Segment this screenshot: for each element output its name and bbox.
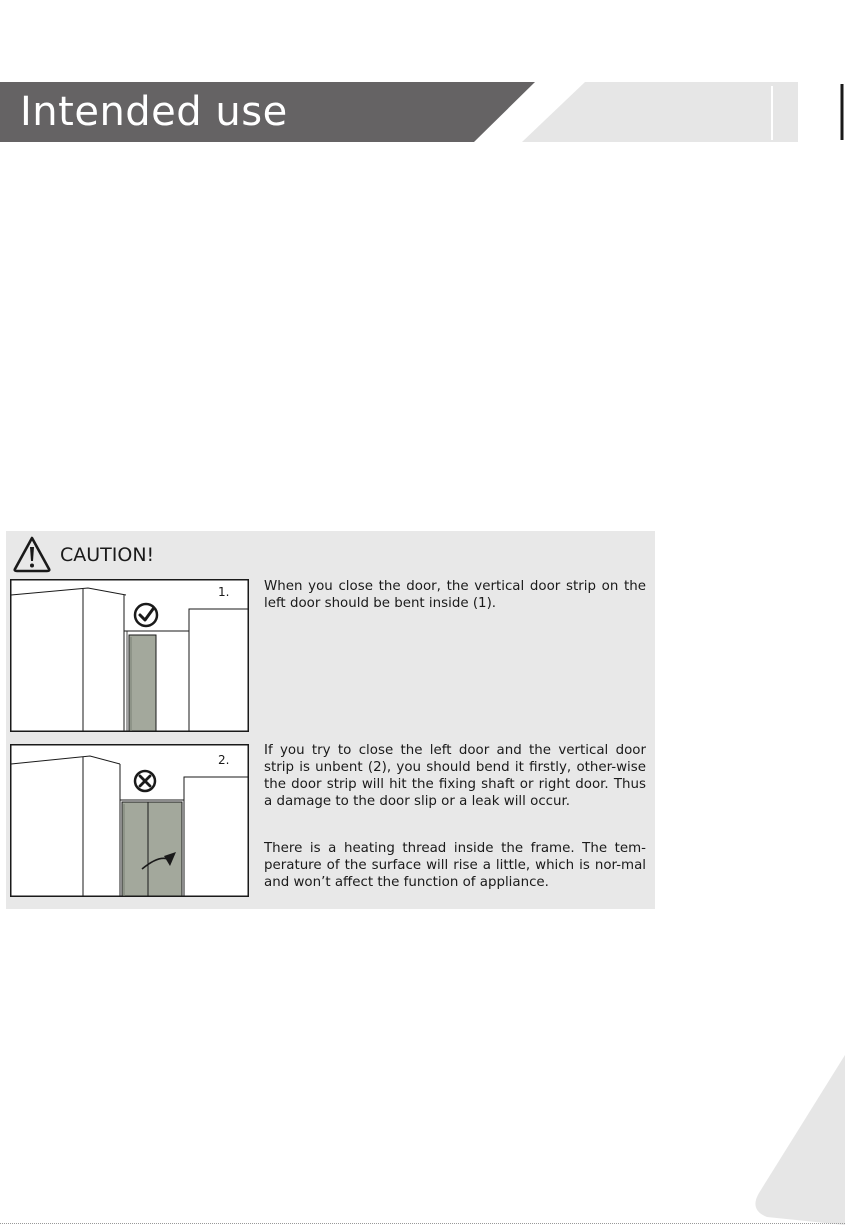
checkmark-circle-icon (135, 604, 157, 626)
figure-number: 1. (218, 585, 230, 599)
figure-number: 2. (218, 753, 230, 767)
caution-paragraph-3: There is a heating thread inside the frame. The tem-perature of the surface will rise a little, which is nor-mal and won’t affect the function of appliance. (264, 841, 646, 890)
bottom-rule (0, 1223, 845, 1224)
warning-triangle-icon (12, 535, 52, 573)
cross-circle-icon (135, 771, 155, 791)
figure-strip-bent (10, 579, 249, 732)
page-corner-tab (745, 1055, 845, 1225)
header-tab (522, 82, 798, 142)
caution-paragraph-1: When you close the door, the vertical door strip on the left door should be bent inside (1). (264, 579, 646, 611)
figure-strip-unbent (10, 744, 249, 897)
page-title: Intended use (20, 89, 288, 135)
caution-paragraph-2: If you try to close the left door and the vertical door strip is unbent (2), you should bend it firstly, other-wise the door strip will hit the fixing shaft or right door. Thus a damage to the door slip or a leak will occur. (264, 743, 646, 809)
caution-title: CAUTION! (60, 544, 155, 566)
